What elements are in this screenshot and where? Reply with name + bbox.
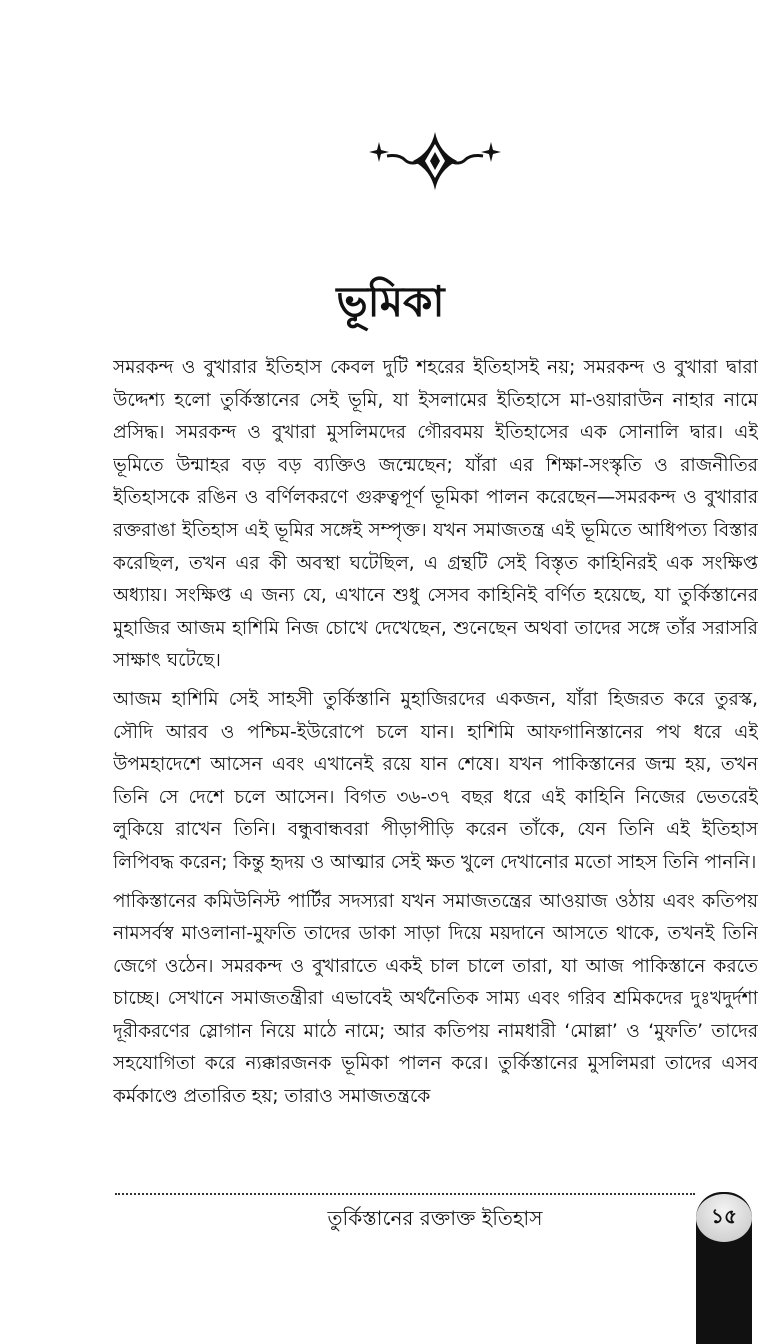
footer-book-title: তুর্কিস্তানের রক্তাক্ত ইতিহাস — [327, 1206, 543, 1230]
paragraph-1: সমরকন্দ ও বুখারার ইতিহাস কেবল দুটি শহরের ইতিহাসই নয়; সমরকন্দ ও বুখারা দ্বারা উদ্দেশ্য হলো তুর্কিস্তানের সেই ভূমি, যা ইসলামের ইতিহাসে মা-ওয়ারাউন নাহার নামে প্রসিদ্ধ। সমরকন্দ ও বুখারা মুসলিমদের গৌরবময় ইতিহাসের এক সোনালি দ্বার। এই ভূমিতে উন্মাহর বড় বড় ব্যক্তিও জন্মেছেন; যাঁরা এর শিক্ষা-সংস্কৃতি ও রাজনীতির ইতিহাসকে রঙিন ও বর্ণিলকরণে গুরুত্বপূর্ণ ভূমিকা পালন করেছেন—সমরকন্দ ও বুখারার রক্তরাঙা ইতিহাস এই ভূমির সঙ্গেই সম্পৃক্ত। যখন সমাজতন্ত্র এই ভূমিতে আধিপত্য বিস্তার করেছিল, তখন এর কী অবস্থা ঘটেছিল, এ গ্রন্থটি সেই বিস্তৃত কাহিনিরই এক সংক্ষিপ্ত অধ্যায়। সংক্ষিপ্ত এ জন্য যে, এখানে শুধু সেসব কাহিনিই বর্ণিত হয়েছে, যা তুর্কিস্তানের মুহাজির আজম হাশিমি নিজ চোখে দেখেছেন, শুনেছেন অথবা তাদের সঙ্গে তাঁর সরাসরি সাক্ষাৎ ঘটেছে। — [113, 357, 758, 672]
diamond-stars-ornament-icon — [365, 126, 505, 196]
chapter-heading: ভূমিকা — [336, 277, 445, 326]
left-star-icon — [369, 142, 389, 162]
page-number-badge: ১৫ — [696, 1194, 752, 1242]
right-star-icon — [481, 142, 501, 162]
footer-divider — [115, 1193, 695, 1195]
paragraph-3: পাকিস্তানের কমিউনিস্ট পার্টির সদস্যরা যখন সমাজতন্ত্রের আওয়াজ ওঠায় এবং কতিপয় নামসর্বস্ব মাওলানা-মুফতি তাদের ডাকা সাড়া দিয়ে ময়দানে আসতে থাকে, তখনই তিনি জেগে ওঠেন। সমরকন্দ ও বুখারাতে একই চাল চালে তারা, যা আজ পাকিস্তানে করতে চাচ্ছে। সেখানে সমাজতন্ত্রীরা এভাবেই অর্থনৈতিক সাম্য এবং গরিব শ্রমিকদের দুঃখদুর্দশা দূরীকরণের স্লোগান নিয়ে মাঠে নামে; আর কতিপয় নামধারী ‘মোল্লা’ ও ‘মুফতি’ তাদের সহযোগিতা করে ন্যক্কারজনক ভূমিকা পালন করে। তুর্কিস্তানের মুসলিমরা তাদের এসব কর্মকাণ্ডে প্রতারিত হয়; তারাও সমাজতন্ত্রকে — [113, 890, 758, 1108]
paragraph-2: আজম হাশিমি সেই সাহসী তুর্কিস্তানি মুহাজিরদের একজন, যাঁরা হিজরত করে তুরস্ক, সৌদি আরব ও পশ্চিম-ইউরোপে চলে যান। হাশিমি আফগানিস্তানের পথ ধরে এই উপমহাদেশে আসেন এবং এখানেই রয়ে যান শেষে। যখন পাকিস্তানের জন্ম হয়, তখন তিনি সে দেশে চলে আসেন। বিগত ৩৬-৩৭ বছর ধরে এই কাহিনি নিজের ভেতরেই লুকিয়ে রাখেন তিনি। বন্ধুবান্ধবরা পীড়াপীড়ি করেন তাঁকে, যেন তিনি এই ইতিহাস লিপিবদ্ধ করেন; কিন্তু হৃদয় ও আত্মার সেই ক্ষত খুলে দেখানোর মতো সাহস তিনি পাননি। — [113, 688, 758, 873]
body-text — [113, 352, 758, 1174]
